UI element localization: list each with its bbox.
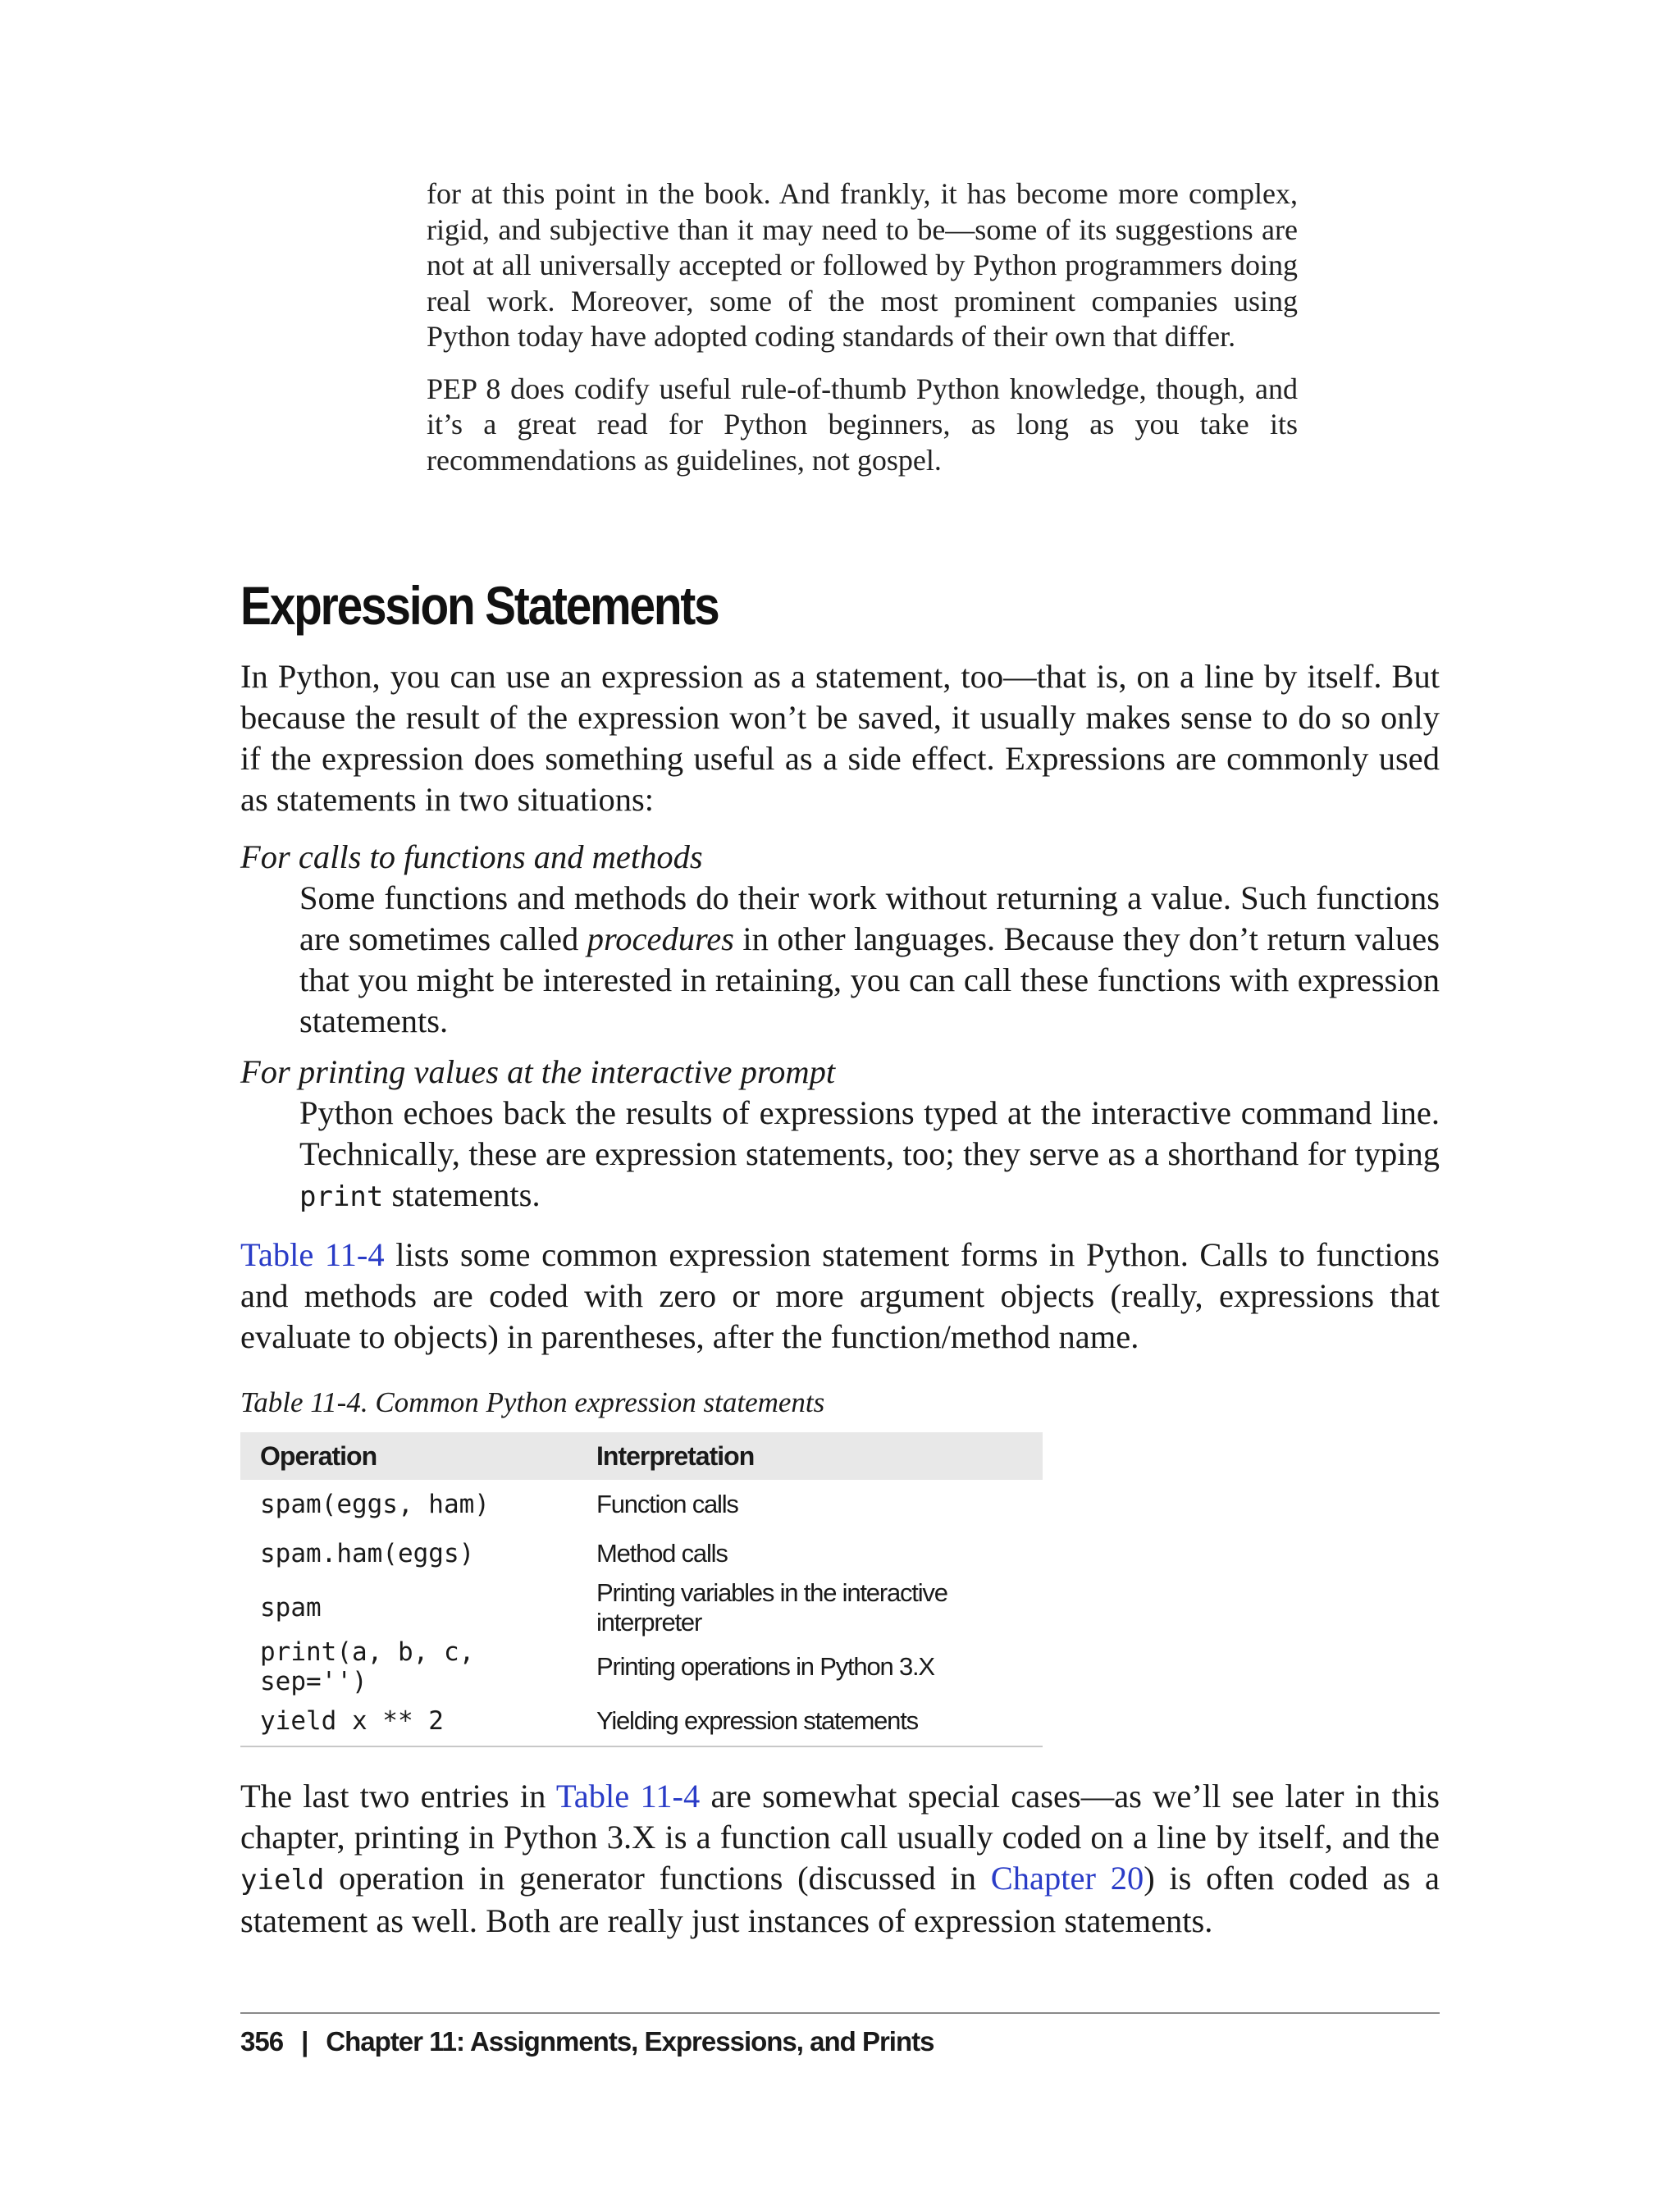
table-header-row (240, 1432, 1043, 1480)
footer-divider (240, 2012, 1440, 2014)
interpretation-cell: Yielding expression statements (577, 1696, 1043, 1746)
table-reference-link[interactable]: Table 11-4 (240, 1236, 385, 1273)
table-reference-link-2[interactable]: Table 11-4 (555, 1778, 701, 1815)
def2-code: print (299, 1180, 384, 1213)
interpretation-cell: Function calls (596, 1490, 738, 1518)
closing-paragraph (240, 1776, 1440, 1942)
column-header-interpretation: Interpretation (577, 1432, 1043, 1480)
chapter-reference-link[interactable]: Chapter 20 (990, 1860, 1144, 1897)
table-row (240, 1637, 1043, 1696)
section-heading: Expression Statements (240, 575, 719, 636)
table-row (240, 1480, 1043, 1529)
definition-term-calls: For calls to functions and methods (240, 838, 703, 875)
operation-cell: print(a, b, c, sep='') (260, 1637, 475, 1696)
note-paragraph-1: for at this point in the book. And frankly, it has become more complex, rigid, and subjective than it may need to be—some of its suggestions are not at all universally accepted or followed by Python programmers doing real work. Moreover, some of the most prominent companies using Python today have adopted coding standards of their own that differ. (427, 177, 1298, 353)
footer-separator: | (301, 2026, 308, 2057)
sidebar-note (427, 176, 1298, 495)
chapter-title: Chapter 11: Assignments, Expressions, and Prints (326, 2026, 934, 2057)
operation-cell: spam(eggs, ham) (260, 1490, 490, 1519)
yield-code: yield (240, 1864, 325, 1897)
page-footer (240, 2026, 934, 2057)
interpretation-cell: Method calls (596, 1539, 728, 1568)
def2-text-b: statements. (383, 1176, 541, 1213)
operation-cell: spam (260, 1593, 322, 1623)
table-row (240, 1578, 1043, 1637)
para3-text-b: are somewhat special cases—as we’ll see later in this chapter, printing in Python 3.X is a function call usually coded on a line by itself, and the (240, 1778, 1440, 1856)
interpretation-cell: Printing operations in Python 3.X (596, 1652, 934, 1681)
expression-table (240, 1432, 1043, 1747)
definition-term-printing: For printing values at the interactive prompt (240, 1053, 836, 1090)
def1-emphasis: procedures (587, 920, 734, 957)
note-paragraph-2: PEP 8 does codify useful rule-of-thumb Python knowledge, though, and it’s a great read for Python beginners, as long as you take its recommendations as guidelines, not gospel. (427, 372, 1298, 477)
para3-text-d: ) is often coded as a statement as well. Both are really just instances of expression statements. (240, 1860, 1440, 1939)
interpretation-cell: Printing variables in the interactive interpreter (596, 1578, 947, 1637)
def1-text-a: Some functions and methods do their work without returning a value. Such functions are sometimes called (299, 879, 1440, 957)
para3-text-a: The last two entries in (240, 1778, 556, 1815)
table-row (240, 1529, 1043, 1578)
page-number: 356 (240, 2026, 284, 2057)
table-caption: Table 11-4. Common Python expression statements (240, 1386, 825, 1418)
operation-cell: yield x ** 2 (240, 1696, 577, 1746)
para3-text-c: operation in generator functions (discussed in (324, 1860, 991, 1897)
table-intro-paragraph (240, 1235, 1440, 1358)
definition-desc-calls (299, 878, 1440, 1042)
def1-text-b: in other languages. Because they don’t return values that you might be interested in retaining, you can call these functions with expression statements. (299, 920, 1440, 1039)
column-header-operation: Operation (240, 1432, 577, 1480)
definition-desc-printing (299, 1093, 1440, 1217)
para2-text: lists some common expression statement forms in Python. Calls to functions and methods are coded with zero or more argument objects (really, expressions that evaluate to objects) in parentheses, after the function/method name. (240, 1236, 1440, 1355)
table-row (240, 1696, 1043, 1746)
definition-list (240, 837, 1440, 1227)
operation-cell: spam.ham(eggs) (260, 1539, 475, 1568)
intro-paragraph: In Python, you can use an expression as a statement, too—that is, on a line by itself. But because the result of the expression won’t be saved, it usually makes sense to do so only if the expression does something useful as a side effect. Expressions are commonly used as statements in two situations: (240, 658, 1440, 818)
def2-text-a: Python echoes back the results of expressions typed at the interactive command line. Technically, these are expression statements, too; they serve as a shorthand for typing (299, 1094, 1440, 1172)
